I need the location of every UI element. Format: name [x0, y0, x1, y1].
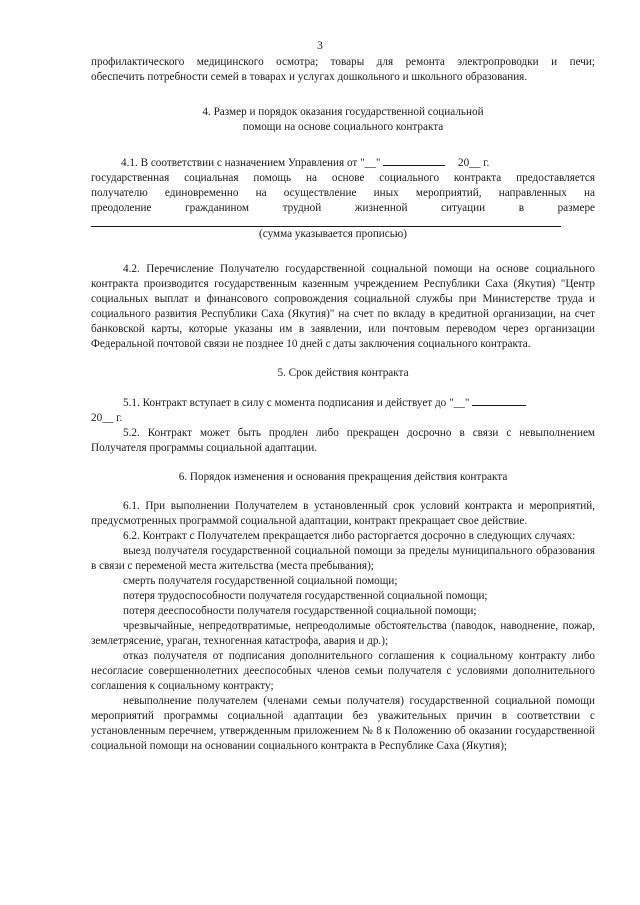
- section-4-heading-line-1: 4. Размер и порядок оказания государственной социальной: [202, 106, 484, 118]
- paragraph-5-1-start: 5.1. Контракт вступает в силу с момента подписания и действует до "__": [123, 397, 470, 409]
- sum-blank-line: [91, 216, 561, 227]
- list-item: отказ получателя от подписания дополнительного соглашения к социальному контракту либо несогласие совершеннолетних дееспособных членов семьи получателя с условиями дополнительного соглашения к социальному контракту;: [91, 650, 595, 692]
- paragraph-4-2: 4.2. Перечисление Получателю государственной социальной помощи на основе социального контракта производится государственным казенным учреждением Республики Саха (Якутия) "Центр социальных выплат и финансового сопровождения социальной службы при Министерстве труда и социального развития Республики Саха (Якутия)" на счет по вкладу в кредитной организации, на счет банковской карты, которые указаны им в заявлении, или почтовым переводом через организации Федеральной почтовой связи не позднее 10 дней с даты заключения социального контракта.: [91, 263, 595, 350]
- section-5-heading: 5. Срок действия контракта: [277, 367, 409, 379]
- list-item: невыполнение получателем (членами семьи получателя) государственной социальной помощи мероприятий программы социальной адаптации без уважительных причин в соответствии с установленным перечнем, утвержденным приложением № 8 к Положению об оказании государственной социальной помощи на основании социального контракта в Республике Саха (Якутия);: [91, 695, 595, 752]
- paragraph-4-1-line-4: преодоление гражданином трудной жизненной ситуации в размере: [91, 202, 595, 214]
- list-item: потеря дееспособности получателя государственной социальной помощи;: [123, 605, 477, 617]
- list-item: чрезвычайные, непредотвратимые, непреодолимые обстоятельства (паводок, наводнение, пожар, землетрясение, ураган, техногенная катастрофа, авария и др.);: [91, 620, 595, 647]
- paragraph-5-1: [91, 395, 595, 411]
- date-blank: [383, 155, 445, 166]
- page-number: 3: [317, 40, 323, 52]
- paragraph-6-1: 6.1. При выполнении Получателем в установленный срок условий контракта и мероприятий, предусмотренных программой социальной адаптации, контракт прекращает свое действие.: [91, 500, 595, 527]
- paragraph-4-1-line-3: получателю единовременно на осуществление иных мероприятий, направленных на: [91, 187, 595, 199]
- paragraph-4-1-year: 20__ г.: [458, 157, 490, 169]
- paragraph-6-2: 6.2. Контракт с Получателем прекращается либо расторгается досрочно в следующих случаях:: [123, 530, 576, 542]
- paragraph-5-1-year: 20__ г.: [91, 412, 123, 424]
- paragraph-4-1-start: 4.1. В соответствии с назначением Управления от "__": [121, 157, 381, 169]
- paragraph-4-1-line-2: государственная социальная помощь на основе социального контракта предоставляется: [91, 172, 595, 184]
- paragraph-4-1-line-1: [91, 155, 595, 171]
- list-item: потеря трудоспособности получателя государственной социальной помощи;: [123, 590, 488, 602]
- intro-line-2: обеспечить потребности семей в товарах и услугах дошкольного и школьного образования.: [91, 71, 528, 83]
- paragraph-5-2: 5.2. Контракт может быть продлен либо прекращен досрочно в связи с невыполнением Получателя программы социальной адаптации.: [91, 427, 595, 454]
- intro-line-1: профилактического медицинского осмотра; товары для ремонта электропроводки и печи;: [91, 56, 595, 68]
- end-date-blank: [472, 395, 526, 406]
- sum-caption: (сумма указывается прописью): [259, 228, 407, 240]
- section-4-heading-line-2: помощи на основе социального контракта: [242, 121, 444, 133]
- document-body: [91, 55, 595, 754]
- list-item: выезд получателя государственной социальной помощи за пределы муниципального образования в связи с переменой места жительства (места пребывания);: [91, 545, 595, 572]
- section-6-heading: 6. Порядок изменения и основания прекращения действия контракта: [178, 471, 508, 483]
- list-item: смерть получателя государственной социальной помощи;: [123, 575, 398, 587]
